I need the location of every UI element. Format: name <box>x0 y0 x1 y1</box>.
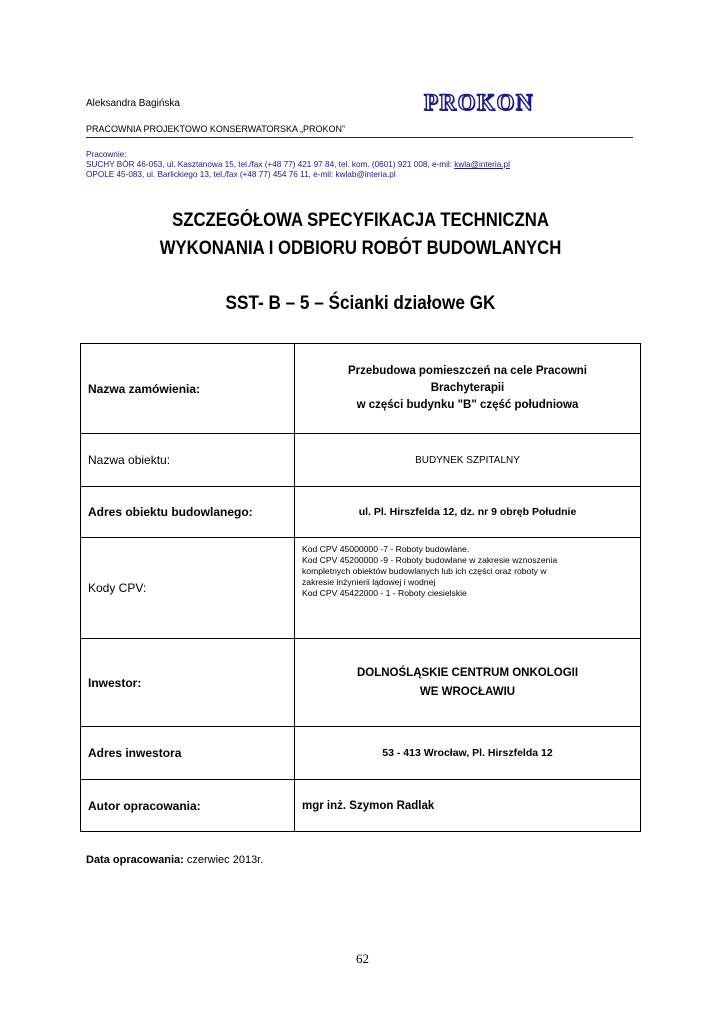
author-name: Aleksandra Bagińska <box>86 98 180 109</box>
contact-line-suchy-bor <box>86 160 510 170</box>
order-label: Nazwa zamówienia: <box>81 344 295 434</box>
firm-name: PRACOWNIA PROJEKTOWO KONSERWATORSKA „PROKON” <box>86 124 346 134</box>
cpv-line: kompletnych obiektów budowlanych lub ich części oraz roboty w <box>302 566 547 576</box>
cpv-line: zakresie inżynierii lądowej i wodnej <box>302 577 436 587</box>
table-row <box>81 434 641 487</box>
investor-value-line2: WE WROCŁAWIU <box>419 685 516 698</box>
table-row <box>81 487 641 538</box>
contact-label: Pracownie: <box>86 150 127 159</box>
doc-subtitle: SST- B – 5 – Ścianki działowe GK <box>225 292 496 314</box>
cpv-line: Kod CPV 45422000 - 1 - Roboty ciesielskie <box>302 588 467 598</box>
page-number: 62 <box>356 951 369 966</box>
prokon-logo: PROKON <box>424 90 534 115</box>
cpv-line: Kod CPV 45000000 -7 - Roboty budowlane. <box>302 544 470 554</box>
address-label: Adres obiektu budowlanego: <box>81 487 295 538</box>
table-row <box>81 538 641 639</box>
object-label: Nazwa obiektu: <box>81 434 295 487</box>
contact-block <box>86 150 510 180</box>
order-value <box>295 344 641 434</box>
contact-line-opole: OPOLE 45-083, ul. Barlickiego 13, tel./fax (+48 77) 454 76 11, e-mil: kwlab@interia.pl <box>86 170 396 179</box>
author-label: Autor opracowania: <box>81 780 295 832</box>
contact-line1-text: SUCHY BÓR 46-053, ul. Kasztanowa 15, tel./fax (+48 77) 421 97 84, tel. kom. (0601) 921 008, e-mil: <box>86 160 455 169</box>
cpv-line: Kod CPV 45200000 -9 - Roboty budowlane w zakresie wznoszenia <box>302 555 558 565</box>
cpv-label: Kody CPV: <box>81 538 295 639</box>
project-info-table <box>80 343 641 832</box>
order-value-line2: Brachyterapii <box>430 382 505 394</box>
table-row <box>81 639 641 727</box>
order-value-line1: Przebudowa pomieszczeń na cele Pracowni <box>347 365 588 377</box>
address-value: ul. Pl. Hirszfelda 12, dz. nr 9 obręb Południe <box>295 487 641 538</box>
table-row <box>81 780 641 832</box>
header-divider <box>86 137 633 138</box>
doc-title-line1: SZCZEGÓŁOWA SPECYFIKACJA TECHNICZNA <box>172 210 549 231</box>
email-link[interactable]: kwla@interia.pl <box>454 160 510 169</box>
investor-value-line1: DOLNOŚLĄSKIE CENTRUM ONKOLOGII <box>356 666 579 679</box>
investor-address-value: 53 - 413 Wrocław, Pl. Hirszfelda 12 <box>295 727 641 780</box>
date-value: czerwiec 2013r. <box>183 854 264 866</box>
investor-address-label: Adres inwestora <box>81 727 295 780</box>
date-line <box>86 854 263 866</box>
object-value: BUDYNEK SZPITALNY <box>295 434 641 487</box>
doc-title-line2: WYKONANIA I ODBIORU ROBÓT BUDOWLANYCH <box>159 238 562 259</box>
cpv-value <box>295 538 641 639</box>
investor-value <box>295 639 641 727</box>
order-value-line3: w części budynku "B" część południowa <box>356 399 579 411</box>
investor-label: Inwestor: <box>81 639 295 727</box>
author-value: mgr inż. Szymon Radlak <box>295 780 641 832</box>
table-row <box>81 727 641 780</box>
date-label: Data opracowania: <box>86 854 184 866</box>
table-row <box>81 344 641 434</box>
